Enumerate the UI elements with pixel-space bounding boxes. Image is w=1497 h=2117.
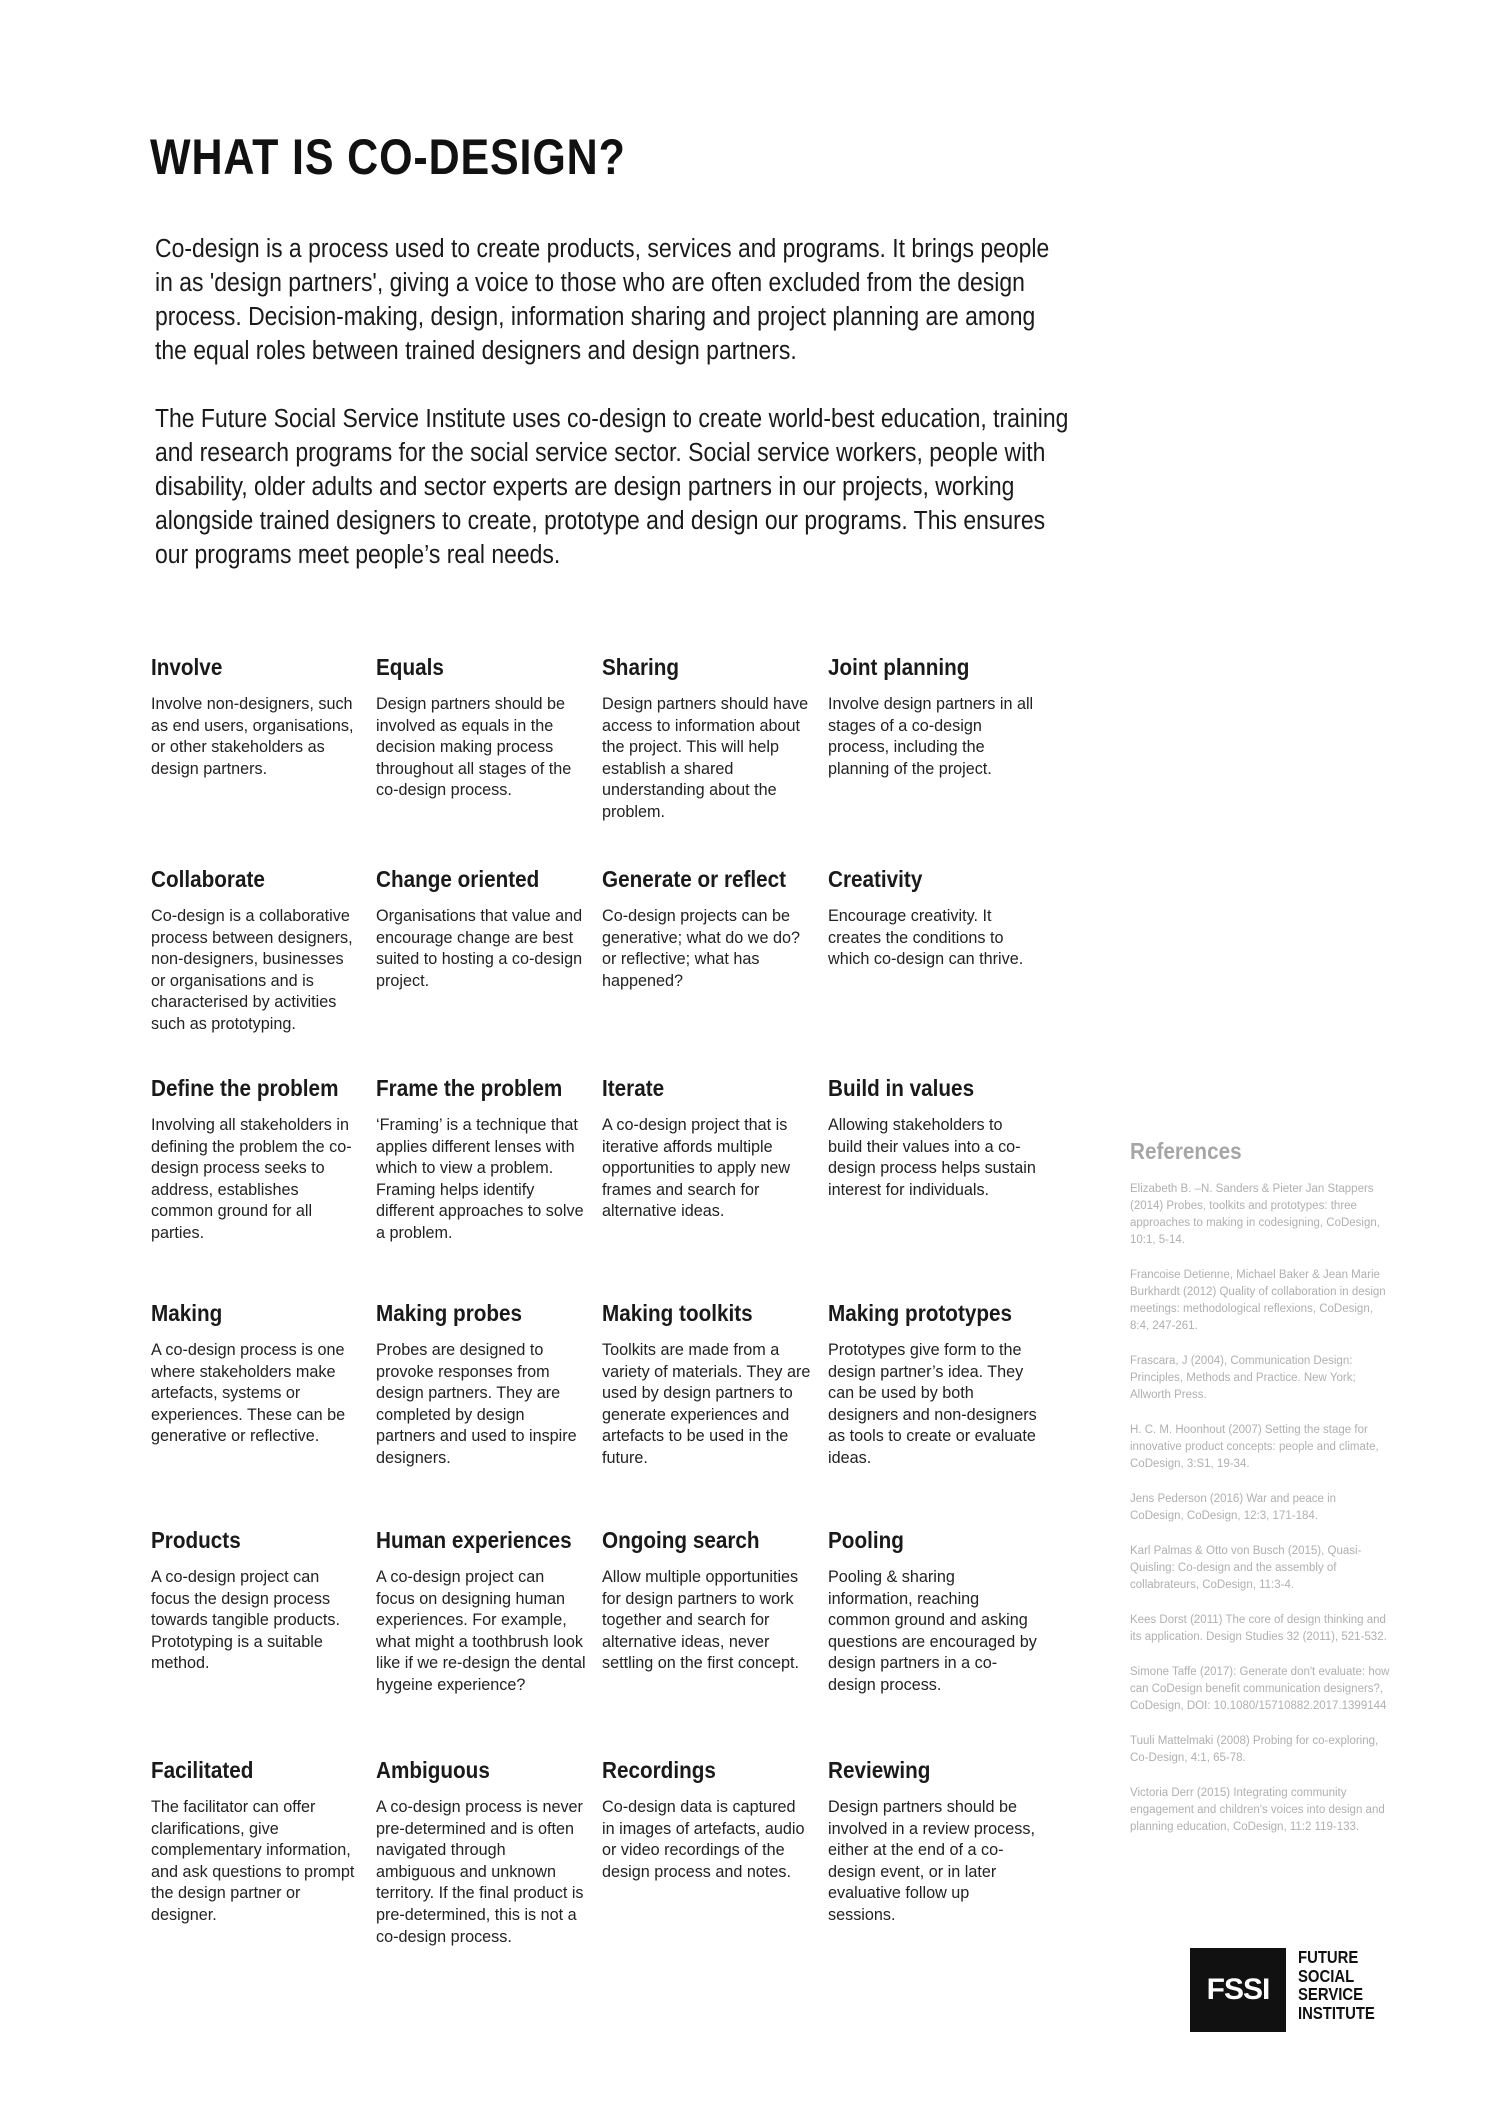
principle-title: Making probes xyxy=(376,1300,523,1326)
principle-text: A co-design project that is iterative affords multiple opportunities to apply new frames and search for alternative ideas. xyxy=(602,1116,791,1221)
principle-title: Iterate xyxy=(602,1075,665,1101)
principle-title: Sharing xyxy=(602,654,680,680)
principle-card xyxy=(151,652,361,780)
principle-title: Recordings xyxy=(602,1757,716,1783)
principle-text: Co-design data is captured in images of artefacts, audio or video recordings of the design process and notes. xyxy=(602,1798,805,1881)
principle-text: Involve design partners in all stages of a co-design process, including the planning of the project. xyxy=(828,695,1034,778)
principle-card xyxy=(828,1073,1038,1201)
principle-text: Co-design projects can be generative; what do we do? or reflective; what has happened? xyxy=(602,907,800,990)
principle-card xyxy=(376,1525,586,1697)
principle-text: A co-design project can focus the design process towards tangible products. Prototyping is a suitable method. xyxy=(151,1568,340,1673)
page-title: WHAT IS CO-DESIGN? xyxy=(150,129,626,185)
principle-card xyxy=(151,1073,361,1245)
principle-card xyxy=(828,652,1038,780)
fssi-logo xyxy=(1190,1948,1388,2032)
principle-card xyxy=(828,1298,1038,1470)
reference-item: Tuuli Mattelmaki (2008) Probing for co-exploring, Co-Design, 4:1, 65-78. xyxy=(1130,1735,1379,1764)
principle-title: Pooling xyxy=(828,1527,904,1553)
principle-title: Build in values xyxy=(828,1075,975,1101)
principle-title: Reviewing xyxy=(828,1757,931,1783)
principle-title: Collaborate xyxy=(151,866,265,892)
principle-title: Ambiguous xyxy=(376,1757,490,1783)
principle-card xyxy=(602,1525,812,1675)
principle-card xyxy=(828,864,1038,971)
principle-card xyxy=(151,1755,361,1927)
principle-text: Involving all stakeholders in defining the problem the co-design process seeks to address, establishes common ground for all parties. xyxy=(151,1116,352,1242)
principle-title: Creativity xyxy=(828,866,923,892)
principle-text: Design partners should be involved as equals in the decision making process throughout all stages of the co-design process. xyxy=(376,695,572,800)
references-section xyxy=(1130,1138,1390,1854)
principle-text: Prototypes give form to the design partner’s idea. They can be used by both designers and non-designers as tools to create or evaluate ideas. xyxy=(828,1341,1037,1467)
principle-text: Involve non-designers, such as end users, organisations, or other stakeholders as design partners. xyxy=(151,695,354,778)
reference-item: Simone Taffe (2017): Generate don't evaluate: how can CoDesign benefit communication designers?, CoDesign, DOI: 10.1080/15710882.2017.1399144 xyxy=(1130,1666,1390,1712)
principle-title: Facilitated xyxy=(151,1757,254,1783)
principle-text: A co-design process is never pre-determined and is often navigated through ambiguous and unknown territory. If the final product is pre-determined, this is not a co-design process. xyxy=(376,1798,584,1946)
principle-card xyxy=(376,1073,586,1245)
reference-item: Francoise Detienne, Michael Baker & Jean Marie Burkhardt (2012) Quality of collaboration in design meetings: methodological reflexions, CoDesign, 8:4, 247-261. xyxy=(1130,1269,1386,1332)
principle-card xyxy=(602,1755,812,1883)
logo-line: FUTURE xyxy=(1298,1947,1359,1967)
principle-title: Equals xyxy=(376,654,444,680)
principle-card xyxy=(376,1755,586,1948)
principle-title: Ongoing search xyxy=(602,1527,760,1553)
principle-text: Pooling & sharing information, reaching common ground and asking questions are encouraged by design partners in a co-design process. xyxy=(828,1568,1037,1694)
principle-card xyxy=(602,652,812,824)
intro xyxy=(155,232,1075,606)
principle-text: Encourage creativity. It creates the conditions to which co-design can thrive. xyxy=(828,907,1024,969)
principle-title: Making toolkits xyxy=(602,1300,753,1326)
reference-item: Jens Pederson (2016) War and peace in CoDesign, CoDesign, 12:3, 171-184. xyxy=(1130,1493,1337,1522)
reference-item: Frascara, J (2004), Communication Design: Principles, Methods and Practice. New York; Allworth Press. xyxy=(1130,1355,1356,1401)
principle-text: Design partners should be involved in a review process, either at the end of a co-design event, or in later evaluative follow up sessions. xyxy=(828,1798,1035,1924)
principle-card xyxy=(602,1298,812,1470)
reference-item: Victoria Derr (2015) Integrating community engagement and children's voices into design and planning education, CoDesign, 11:2 119-133. xyxy=(1130,1787,1385,1833)
principle-text: Organisations that value and encourage change are best suited to hosting a co-design project. xyxy=(376,907,583,990)
principle-text: Design partners should have access to information about the project. This will help establish a shared understanding about the problem. xyxy=(602,695,809,821)
logo-line: INSTITUTE xyxy=(1298,2002,1375,2023)
principle-title: Products xyxy=(151,1527,241,1553)
principle-title: Generate or reflect xyxy=(602,866,787,892)
principle-title: Joint planning xyxy=(828,654,970,680)
principle-card xyxy=(376,864,586,992)
principle-text: ‘Framing’ is a technique that applies different lenses with which to view a problem. Framing helps identify different approaches to solve a problem. xyxy=(376,1116,584,1242)
intro-paragraph: Co-design is a process used to create products, services and programs. It brings people in as 'design partners', giving a voice to those who are often excluded from the design process. Decision-making, design, information sharing and project planning are among the equal roles between trained designers and design partners. xyxy=(155,235,1050,365)
reference-item: Elizabeth B. –N. Sanders & Pieter Jan Stappers (2014) Probes, toolkits and prototypes: three approaches to making in codesigning, CoDesign, 10:1, 5-14. xyxy=(1130,1183,1380,1246)
logo-wordmark xyxy=(1298,1948,1375,2022)
principle-title: Frame the problem xyxy=(376,1075,563,1101)
references-heading: References xyxy=(1130,1138,1242,1164)
reference-item: Kees Dorst (2011) The core of design thinking and its application. Design Studies 32 (2011), 521-532. xyxy=(1130,1614,1387,1643)
principle-card xyxy=(151,1298,361,1448)
principle-text: The facilitator can offer clarifications, give complementary information, and ask questions to prompt the design partner or designer. xyxy=(151,1798,355,1924)
principle-title: Making prototypes xyxy=(828,1300,1013,1326)
principle-text: Allowing stakeholders to build their values into a co-design process helps sustain interest for individuals. xyxy=(828,1116,1036,1199)
principle-card xyxy=(602,864,812,992)
logo-line: SOCIAL xyxy=(1298,1965,1355,1986)
principle-text: A co-design project can focus on designing human experiences. For example, what might a toothbrush look like if we re-design the dental hygeine experience? xyxy=(376,1568,586,1694)
principle-title: Making xyxy=(151,1300,223,1326)
principle-text: Allow multiple opportunities for design partners to work together and search for alternative ideas, never settling on the first concept. xyxy=(602,1568,800,1673)
principle-card xyxy=(151,1525,361,1675)
principle-title: Human experiences xyxy=(376,1527,572,1553)
principle-card xyxy=(376,652,586,802)
principle-card xyxy=(151,864,361,1036)
logo-line: SERVICE xyxy=(1298,1984,1364,2004)
principle-text: Probes are designed to provoke responses from design partners. They are completed by design partners and used to inspire designers. xyxy=(376,1341,577,1467)
reference-item: H. C. M. Hoonhout (2007) Setting the stage for innovative product concepts: people and climate, CoDesign, 3:S1, 19-34. xyxy=(1130,1424,1379,1470)
principle-title: Change oriented xyxy=(376,866,540,892)
principle-card xyxy=(602,1073,812,1223)
principle-text: Toolkits are made from a variety of materials. They are used by design partners to generate experiences and artefacts to be used in the future. xyxy=(602,1341,811,1467)
principle-text: A co-design process is one where stakeholders make artefacts, systems or experiences. These can be generative or reflective. xyxy=(151,1341,346,1446)
reference-item: Karl Palmas & Otto von Busch (2015), Quasi-Quisling: Co-design and the assembly of collabrateurs, CoDesign, 11:3-4. xyxy=(1130,1545,1362,1591)
intro-paragraph: The Future Social Service Institute uses co-design to create world-best education, training and research programs for the social service sector. Social service workers, people with disability, older adults and sector experts are design partners in our projects, working alongside trained designers to create, prototype and design our programs. This ensures our programs meet people’s real needs. xyxy=(155,405,1069,569)
principle-title: Involve xyxy=(151,654,223,680)
logo-mark: FSSI xyxy=(1190,1948,1286,2032)
principle-card xyxy=(376,1298,586,1470)
principle-title: Define the problem xyxy=(151,1075,339,1101)
principle-card xyxy=(828,1755,1038,1927)
principle-card xyxy=(828,1525,1038,1697)
principle-text: Co-design is a collaborative process between designers, non-designers, businesses or organisations and is characterised by activities such as prototyping. xyxy=(151,907,353,1033)
